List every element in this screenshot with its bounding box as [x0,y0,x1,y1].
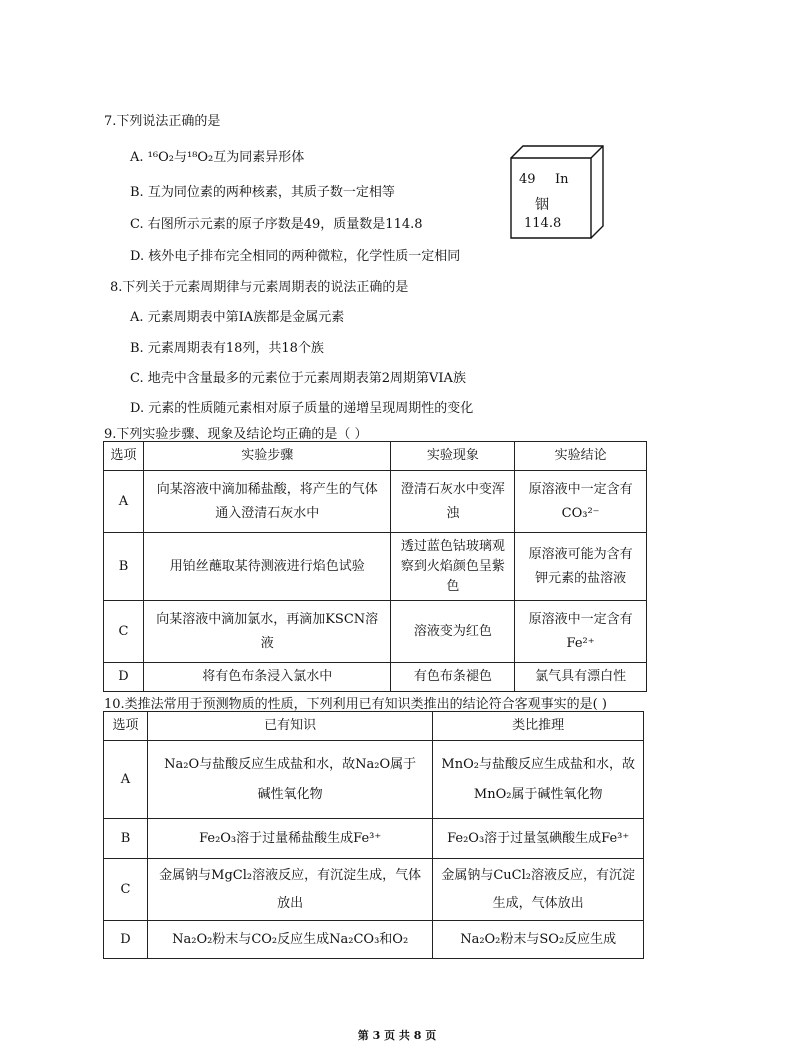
option-text: 元素周期表有18列，共18个族 [147,341,324,356]
header-step: 实验步骤 [143,442,391,471]
option-letter: D. [130,249,145,264]
header-option: 选项 [104,712,148,741]
row-inference: 金属钠与CuCl₂溶液反应，有沉淀 生成，气体放出 [433,859,644,921]
row-known: Fe₂O₃溶于过量稀盐酸生成Fe³⁺ [147,819,432,859]
q7-option-a [130,146,304,165]
table-row [104,741,644,819]
header-phenomenon: 实验现象 [391,442,515,471]
row-known: Na₂O与盐酸反应生成盐和水，故Na₂O属于 碱性氧化物 [147,741,432,819]
row-step: 将有色布条浸入氯水中 [143,663,391,692]
table-row [104,663,647,692]
q8-option-d [130,397,473,416]
option-letter: B. [130,341,144,356]
table-row [104,533,647,601]
table-row [104,601,647,663]
header-conclusion: 实验结论 [515,442,647,471]
table-header-row [104,712,644,741]
row-step: 向某溶液中滴加氯水，再滴加KSCN溶 液 [143,601,391,663]
row-option: A [104,471,144,533]
row-known: Na₂O₂粉末与CO₂反应生成Na₂CO₃和O₂ [147,921,432,959]
q10-table [103,711,644,959]
element-name: 铟 [535,197,549,213]
option-text: 地壳中含量最多的元素位于元素周期表第2周期第VIA族 [147,371,466,386]
row-option: A [104,741,148,819]
row-option: C [104,601,144,663]
row-known: 金属钠与MgCl₂溶液反应，有沉淀生成，气体 放出 [147,859,432,921]
option-letter: A. [130,310,144,325]
q8-option-b [130,337,324,356]
q7-option-d [130,245,460,264]
row-inference: Na₂O₂粉末与SO₂反应生成 [433,921,644,959]
q7-option-c [130,213,423,232]
q10-stem: 10.类推法常用于预测物质的性质，下列利用已有知识类推出的结论符合客观事实的是( ) [104,697,607,712]
q8-stem: 8.下列关于元素周期律与元素周期表的说法正确的是 [110,280,409,295]
row-option: D [104,663,144,692]
header-inference: 类比推理 [433,712,644,741]
row-phenomenon: 澄清石灰水中变浑浊 [391,471,515,533]
option-text: ¹⁶O₂与¹⁸O₂互为同素异形体 [147,150,305,165]
row-option: B [104,819,148,859]
q7-stem: 7.下列说法正确的是 [104,114,221,129]
row-phenomenon: 溶液变为红色 [391,601,515,663]
row-option: B [104,533,144,601]
option-letter: D. [130,401,145,416]
row-conclusion: 原溶液中一定含有 Fe²⁺ [515,601,647,663]
row-phenomenon: 透过蓝色钴玻璃观 察到火焰颜色呈紫 色 [391,533,515,601]
header-known: 已有知识 [147,712,432,741]
row-phenomenon: 有色布条褪色 [391,663,515,692]
page-footer: 第 3 页 共 8 页 [357,1029,437,1042]
row-step: 用铂丝蘸取某待测液进行焰色试验 [143,533,391,601]
row-inference: MnO₂与盐酸反应生成盐和水，故 MnO₂属于碱性氧化物 [433,741,644,819]
row-conclusion: 原溶液可能为含有 钾元素的盐溶液 [515,533,647,601]
option-letter: C. [130,371,144,386]
table-row [104,859,644,921]
element-symbol: In [555,172,569,187]
header-option: 选项 [104,442,144,471]
q8-option-a [130,306,344,325]
table-row [104,921,644,959]
q7-option-b [130,181,395,200]
option-letter: B. [130,185,144,200]
row-option: D [104,921,148,959]
option-text: 元素的性质随元素相对原子质量的递增呈现周期性的变化 [148,401,474,416]
q9-stem: 9.下列实验步骤、现象及结论均正确的是（ ） [104,427,368,442]
option-letter: A. [130,150,144,165]
element-mass: 114.8 [524,216,562,231]
q9-table [103,441,647,692]
table-header-row [104,442,647,471]
element-number: 49 [519,172,536,187]
row-conclusion: 原溶液中一定含有 CO₃²⁻ [515,471,647,533]
row-step: 向某溶液中滴加稀盐酸，将产生的气体 通入澄清石灰水中 [143,471,391,533]
row-conclusion: 氯气具有漂白性 [515,663,647,692]
row-option: C [104,859,148,921]
element-card-indium [509,144,603,238]
option-text: 互为同位素的两种核素，其质子数一定相等 [147,185,395,200]
option-letter: C. [130,217,144,232]
option-text: 核外电子排布完全相同的两种微粒，化学性质一定相同 [148,249,461,264]
q8-option-c [130,367,466,386]
table-row [104,471,647,533]
table-row [104,819,644,859]
option-text: 右图所示元素的原子序数是49，质量数是114.8 [147,217,423,232]
option-text: 元素周期表中第IA族都是金属元素 [147,310,345,325]
row-inference: Fe₂O₃溶于过量氢碘酸生成Fe³⁺ [433,819,644,859]
